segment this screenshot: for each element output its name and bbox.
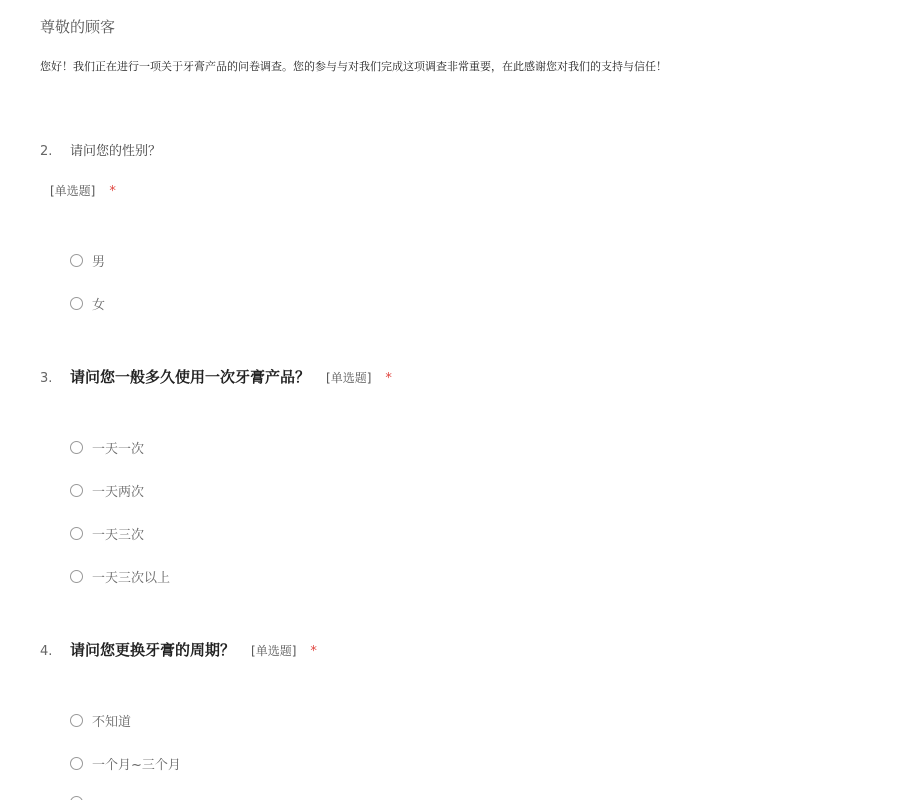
- question-type-label: [单选题]: [251, 644, 297, 658]
- option-label: 一天三次以上: [92, 570, 171, 586]
- required-star: *: [310, 644, 317, 659]
- option-label: 一天两次: [92, 484, 145, 500]
- question-number: 3.: [40, 371, 53, 386]
- intro-text: 您好！我们正在进行一项关于牙膏产品的问卷调查。您的参与与对我们完成这项调查非常重要，在此感谢您对我们的支持与信任！: [40, 60, 667, 73]
- option-label: 男: [92, 254, 106, 270]
- question-title: 请问您更换牙膏的周期？: [70, 641, 236, 659]
- option-label: 一天三次: [92, 527, 145, 543]
- option-dont-know[interactable]: [70, 710, 131, 730]
- radio-button[interactable]: [70, 757, 83, 770]
- option-twice-a-day[interactable]: [70, 480, 144, 500]
- option-label: 不知道: [92, 714, 132, 730]
- question-2: [40, 140, 900, 164]
- radio-button[interactable]: [70, 484, 83, 497]
- question-type-label: [单选题]: [326, 371, 372, 385]
- radio-button[interactable]: [70, 570, 83, 583]
- option-one-to-three-months[interactable]: [70, 753, 181, 773]
- question-number: 4.: [40, 644, 53, 659]
- question-header: [40, 639, 900, 663]
- required-star: *: [109, 184, 116, 199]
- question-4: [40, 639, 900, 663]
- option-label: 一个月~三个月: [92, 757, 181, 773]
- option-male[interactable]: [70, 250, 105, 270]
- option-partial-cutoff[interactable]: [70, 792, 92, 800]
- question-number: 2.: [40, 144, 53, 159]
- required-star: *: [385, 371, 392, 386]
- option-label: 一天一次: [92, 441, 145, 457]
- option-three-times-a-day[interactable]: [70, 523, 144, 543]
- option-female[interactable]: [70, 293, 105, 313]
- radio-button[interactable]: [70, 254, 83, 267]
- radio-button[interactable]: [70, 441, 83, 454]
- radio-button[interactable]: [70, 527, 83, 540]
- question-type-label: [单选题]: [50, 184, 96, 198]
- option-once-a-day[interactable]: [70, 437, 144, 457]
- question-title: 请问您的性别？: [70, 144, 162, 159]
- radio-button[interactable]: [70, 297, 83, 310]
- question-header: [40, 140, 900, 164]
- option-more-than-three[interactable]: [70, 566, 170, 586]
- question-2-type-line: [50, 182, 116, 199]
- question-title: 请问您一般多久使用一次牙膏产品？: [70, 368, 311, 386]
- question-3: [40, 366, 900, 390]
- greeting-title: 尊敬的顾客: [40, 18, 116, 36]
- question-header: [40, 366, 900, 390]
- option-label: 女: [92, 297, 106, 313]
- radio-button[interactable]: [70, 714, 83, 727]
- radio-button[interactable]: [70, 796, 83, 800]
